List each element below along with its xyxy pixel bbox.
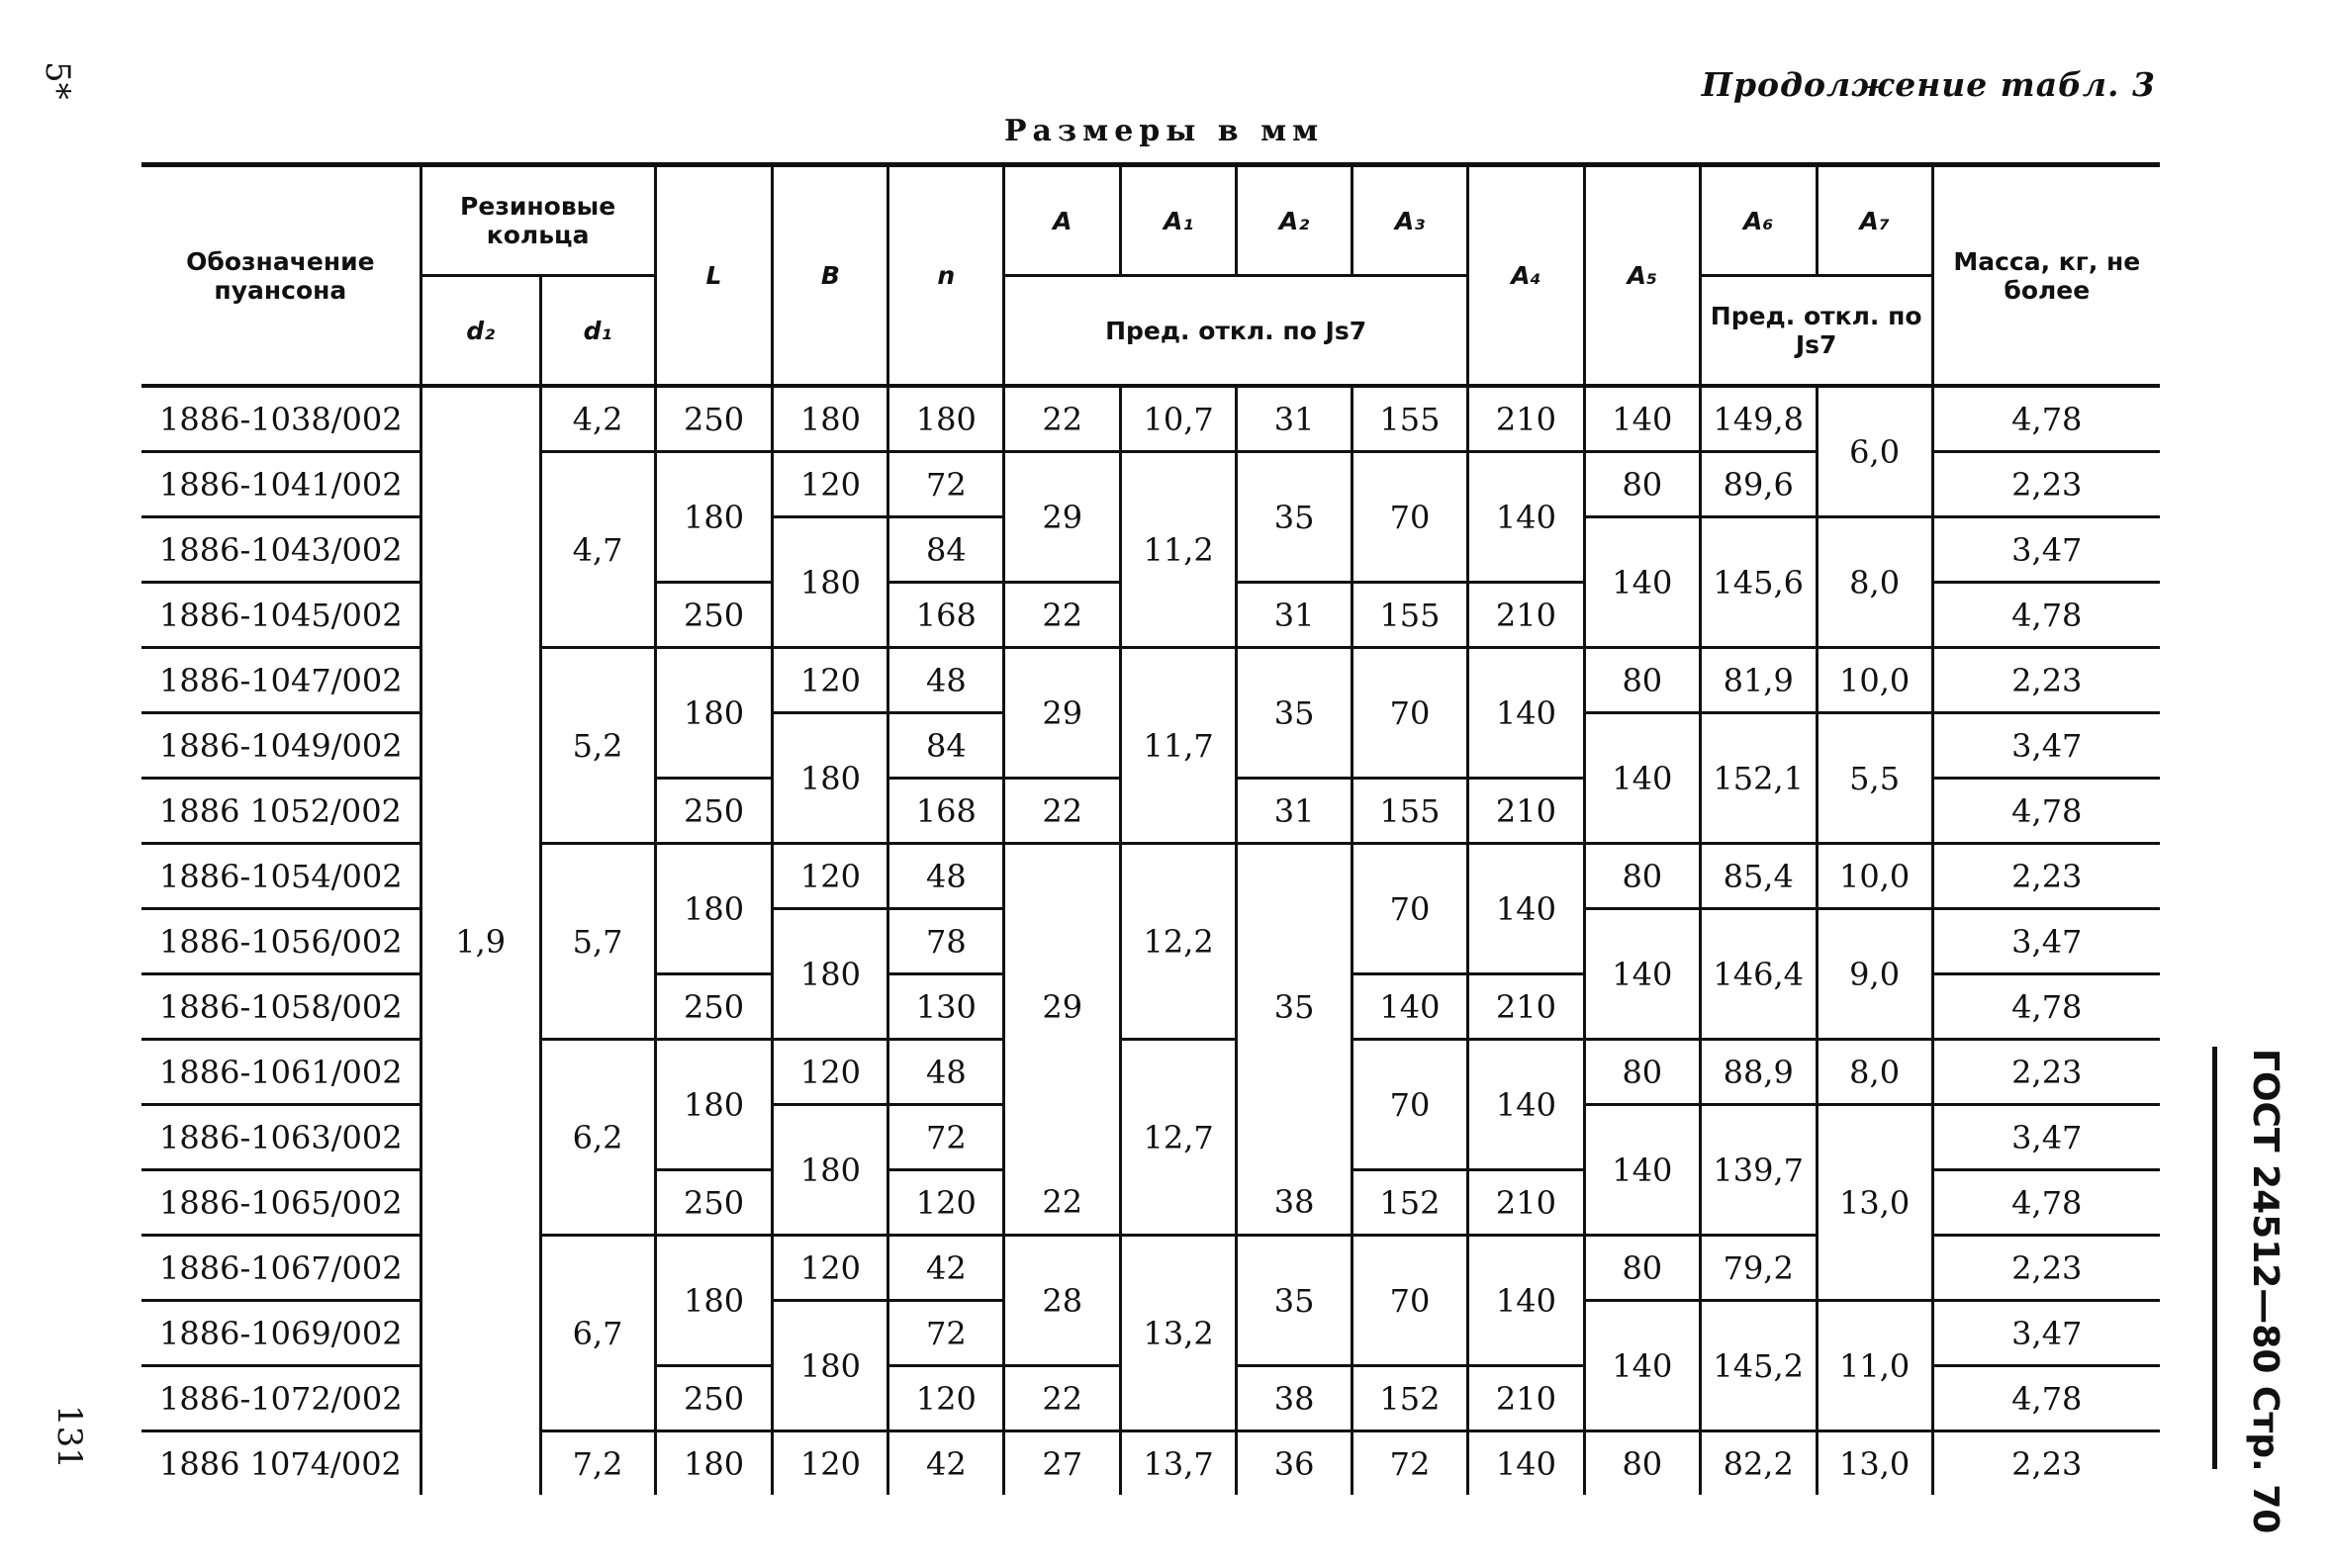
cell-n: 48 [888, 844, 1004, 909]
cell-A1: 10,7 [1121, 386, 1237, 452]
row-designation: 1886 1052/002 [141, 779, 420, 844]
cell-A4: 140 [1467, 1431, 1584, 1496]
cell-A7: 8,0 [1817, 1040, 1932, 1105]
cell-mass: 4,78 [1932, 1170, 2160, 1236]
cell-A7: 9,0 [1817, 909, 1932, 1040]
cell-A5: 80 [1584, 1040, 1700, 1105]
cell-B: 180 [773, 713, 888, 844]
cell-A1: 11,7 [1121, 648, 1237, 844]
row-designation: 1886-1054/002 [141, 844, 420, 909]
units-caption: Размеры в мм [1004, 114, 1325, 148]
row-designation: 1886-1056/002 [141, 909, 420, 974]
cell-A6: 79,2 [1700, 1236, 1817, 1301]
cell-mass: 4,78 [1932, 386, 2160, 452]
cell-n: 168 [888, 583, 1004, 648]
cell-A1: 12,2 [1121, 844, 1237, 1040]
cell-A3: 72 [1353, 1431, 1468, 1496]
header-A2: A₂ [1237, 165, 1353, 276]
cell-mass: 2,23 [1932, 452, 2160, 517]
cell-A1: 13,2 [1121, 1236, 1237, 1431]
row-designation: 1886-1067/002 [141, 1236, 420, 1301]
cell-A4: 210 [1467, 583, 1584, 648]
cell-mass: 2,23 [1932, 1040, 2160, 1105]
cell-A7: 6,0 [1817, 386, 1932, 517]
cell-A5: 140 [1584, 713, 1700, 844]
cell-mass: 4,78 [1932, 779, 2160, 844]
cell-A2: 35 [1237, 648, 1353, 779]
cell-A1: 13,7 [1121, 1431, 1237, 1496]
cell-A6: 88,9 [1700, 1040, 1817, 1105]
row-designation: 1886-1069/002 [141, 1301, 420, 1366]
cell-L: 180 [655, 1040, 773, 1170]
cell-A: 27 [1004, 1431, 1121, 1496]
row-designation: 1886-1045/002 [141, 583, 420, 648]
cell-mass: 3,47 [1932, 1105, 2160, 1170]
cell-A7: 5,5 [1817, 713, 1932, 844]
header-L: L [655, 165, 773, 387]
cell-n: 84 [888, 517, 1004, 583]
cell-A4: 210 [1467, 974, 1584, 1040]
cell-A: 29 [1004, 648, 1121, 779]
cell-A4: 140 [1467, 648, 1584, 779]
row-designation: 1886 1074/002 [159, 1444, 402, 1483]
cell-A: 29 [1004, 844, 1121, 1170]
header-d2: d₂ [420, 276, 540, 387]
cell-L: 250 [655, 779, 773, 844]
cell-A4: 210 [1467, 1170, 1584, 1236]
cell-d1: 4,2 [540, 386, 655, 452]
cell-n: 120 [888, 1366, 1004, 1431]
cell-A: 22 [1004, 1366, 1121, 1431]
header-A: A [1004, 165, 1121, 276]
cell-L: 250 [655, 1366, 773, 1431]
cell-A5: 140 [1584, 386, 1700, 452]
cell-d1: 4,7 [540, 452, 655, 648]
cell-A5: 80 [1584, 452, 1700, 517]
cell-L: 180 [655, 844, 773, 974]
cell-A3: 70 [1353, 844, 1468, 974]
cell-A5: 140 [1584, 909, 1700, 1040]
cell-d1: 7,2 [540, 1431, 655, 1496]
cell-A3: 70 [1353, 648, 1468, 779]
cell-A1: 12,7 [1121, 1040, 1237, 1236]
cell-n: 48 [888, 1040, 1004, 1105]
row-designation: 1886-1061/002 [141, 1040, 420, 1105]
header-d1: d₁ [540, 276, 655, 387]
cell-A2: 35 [1237, 1236, 1353, 1366]
cell-B: 120 [773, 648, 888, 713]
page-number: 131 [49, 1405, 89, 1469]
cell-A2: 31 [1237, 386, 1353, 452]
cell-A3: 70 [1353, 1040, 1468, 1170]
cell-A2: 31 [1237, 779, 1353, 844]
corner-mark: 5* [38, 61, 77, 100]
header-A1: A₁ [1121, 165, 1237, 276]
row-designation: 1886-1038/002 [141, 386, 420, 452]
gost-side-bar [2212, 1047, 2217, 1469]
cell-mass: 4,78 [1932, 974, 2160, 1040]
cell-A3: 155 [1353, 386, 1468, 452]
cell-A: 22 [1004, 386, 1121, 452]
cell-A7: 13,0 [1817, 1105, 1932, 1301]
cell-A6: 82,2 [1700, 1431, 1817, 1496]
cell-A7: 10,0 [1817, 648, 1932, 713]
cell-B: 180 [773, 386, 888, 452]
cell-L: 250 [655, 386, 773, 452]
cell-A2: 36 [1237, 1431, 1353, 1496]
cell-d1: 5,7 [540, 844, 655, 1040]
cell-L: 180 [655, 1236, 773, 1366]
cell-d2: 1,9 [420, 386, 540, 1495]
cell-A4: 140 [1467, 1236, 1584, 1366]
cell-A4: 140 [1467, 452, 1584, 583]
cell-L: 180 [655, 1431, 773, 1496]
cell-n: 130 [888, 974, 1004, 1040]
cell-A: 22 [1004, 1170, 1121, 1236]
cell-A: 29 [1004, 452, 1121, 583]
cell-A5: 80 [1584, 648, 1700, 713]
row-designation: 1886-1049/002 [141, 713, 420, 779]
cell-mass: 4,78 [1932, 1366, 2160, 1431]
cell-d1: 6,7 [540, 1236, 655, 1431]
cell-L: 250 [655, 1170, 773, 1236]
cell-A6: 146,4 [1700, 909, 1817, 1040]
cell-mass: 3,47 [1932, 909, 2160, 974]
cell-n: 72 [888, 452, 1004, 517]
cell-A5: 80 [1584, 844, 1700, 909]
cell-A6: 139,7 [1700, 1105, 1817, 1236]
cell-A: 22 [1004, 779, 1121, 844]
cell-n: 42 [888, 1236, 1004, 1301]
cell-B: 180 [773, 517, 888, 648]
cell-B: 180 [773, 1301, 888, 1431]
cell-B: 120 [773, 1040, 888, 1105]
cell-A7: 13,0 [1817, 1431, 1932, 1496]
cell-A3: 155 [1353, 779, 1468, 844]
cell-A5: 140 [1584, 1301, 1700, 1431]
row-designation: 1886-1072/002 [141, 1366, 420, 1431]
cell-A5: 140 [1584, 517, 1700, 648]
row-designation: 1886-1047/002 [141, 648, 420, 713]
cell-n: 84 [888, 713, 1004, 779]
cell-A3: 140 [1353, 974, 1468, 1040]
cell-A3: 155 [1353, 583, 1468, 648]
cell-A4: 210 [1467, 1366, 1584, 1431]
cell-B: 120 [773, 1236, 888, 1301]
cell-mass: 3,47 [1932, 1301, 2160, 1366]
cell-A6: 152,1 [1700, 713, 1817, 844]
header-rubber-rings: Резиновые кольца [420, 165, 655, 276]
cell-d1: 6,2 [540, 1040, 655, 1236]
cell-A2: 38 [1237, 1170, 1353, 1236]
header-A7: A₇ [1817, 165, 1932, 276]
cell-mass: 2,23 [1932, 1236, 2160, 1301]
cell-mass: 4,78 [1932, 583, 2160, 648]
cell-n: 180 [888, 386, 1004, 452]
cell-A7: 11,0 [1817, 1301, 1932, 1431]
cell-B: 120 [773, 844, 888, 909]
cell-A4: 140 [1467, 1040, 1584, 1170]
cell-n: 78 [888, 909, 1004, 974]
cell-A6: 89,6 [1700, 452, 1817, 517]
header-A3: A₃ [1353, 165, 1468, 276]
cell-L: 180 [655, 452, 773, 583]
cell-A2: 35 [1237, 844, 1353, 1170]
cell-A: 28 [1004, 1236, 1121, 1366]
punch-dimensions-table [141, 162, 2160, 1495]
cell-A2: 38 [1237, 1366, 1353, 1431]
cell-B: 120 [773, 1431, 888, 1496]
header-A5: A₅ [1584, 165, 1700, 387]
cell-mass: 3,47 [1932, 713, 2160, 779]
cell-mass: 2,23 [1932, 1431, 2160, 1496]
cell-A6: 85,4 [1700, 844, 1817, 909]
cell-A7: 8,0 [1817, 517, 1932, 648]
gost-label: ГОСТ 24512—80 Стр. 70 [2245, 1049, 2285, 1534]
cell-n: 168 [888, 779, 1004, 844]
cell-A4: 210 [1467, 386, 1584, 452]
header-designation: Обозначение пуансона [186, 246, 375, 305]
cell-A6: 145,6 [1700, 517, 1817, 648]
header-tolerance-b: Пред. откл. по Js7 [1700, 276, 1932, 387]
cell-A2: 35 [1237, 452, 1353, 583]
cell-L: 180 [655, 648, 773, 779]
cell-A1: 11,2 [1121, 452, 1237, 648]
cell-A5: 80 [1584, 1236, 1700, 1301]
cell-d1: 5,2 [540, 648, 655, 844]
row-designation: 1886-1041/002 [141, 452, 420, 517]
cell-A6: 145,2 [1700, 1301, 1817, 1431]
cell-mass: 2,23 [1932, 648, 2160, 713]
cell-A6: 81,9 [1700, 648, 1817, 713]
row-designation: 1886-1058/002 [141, 974, 420, 1040]
cell-B: 120 [773, 452, 888, 517]
cell-A4: 210 [1467, 779, 1584, 844]
header-A4: A₄ [1467, 165, 1584, 387]
cell-mass: 3,47 [1932, 517, 2160, 583]
cell-A3: 70 [1353, 452, 1468, 583]
cell-L: 250 [655, 974, 773, 1040]
header-n: n [888, 165, 1004, 387]
cell-A3: 152 [1353, 1366, 1468, 1431]
row-designation: 1886-1063/002 [141, 1105, 420, 1170]
cell-A5: 140 [1584, 1105, 1700, 1236]
cell-B: 180 [773, 1105, 888, 1236]
cell-A2: 31 [1237, 583, 1353, 648]
row-designation: 1886-1043/002 [141, 517, 420, 583]
header-mass: Масса, кг, не более [1932, 165, 2160, 387]
cell-A7: 10,0 [1817, 844, 1932, 909]
header-B: B [773, 165, 888, 387]
header-A6: A₆ [1700, 165, 1817, 276]
cell-n: 72 [888, 1105, 1004, 1170]
cell-A4: 140 [1467, 844, 1584, 974]
cell-n: 48 [888, 648, 1004, 713]
cell-A6: 149,8 [1700, 386, 1817, 452]
row-designation: 1886-1065/002 [141, 1170, 420, 1236]
header-tolerance-a: Пред. откл. по Js7 [1004, 276, 1468, 387]
cell-L: 250 [655, 583, 773, 648]
cell-A: 22 [1004, 583, 1121, 648]
cell-n: 72 [888, 1301, 1004, 1366]
continuation-title: Продолжение табл. 3 [1701, 65, 2156, 104]
cell-A5: 80 [1584, 1431, 1700, 1496]
cell-A3: 70 [1353, 1236, 1468, 1366]
cell-n: 120 [888, 1170, 1004, 1236]
cell-A3: 152 [1353, 1170, 1468, 1236]
cell-B: 180 [773, 909, 888, 1040]
cell-mass: 2,23 [1932, 844, 2160, 909]
cell-n: 42 [888, 1431, 1004, 1496]
